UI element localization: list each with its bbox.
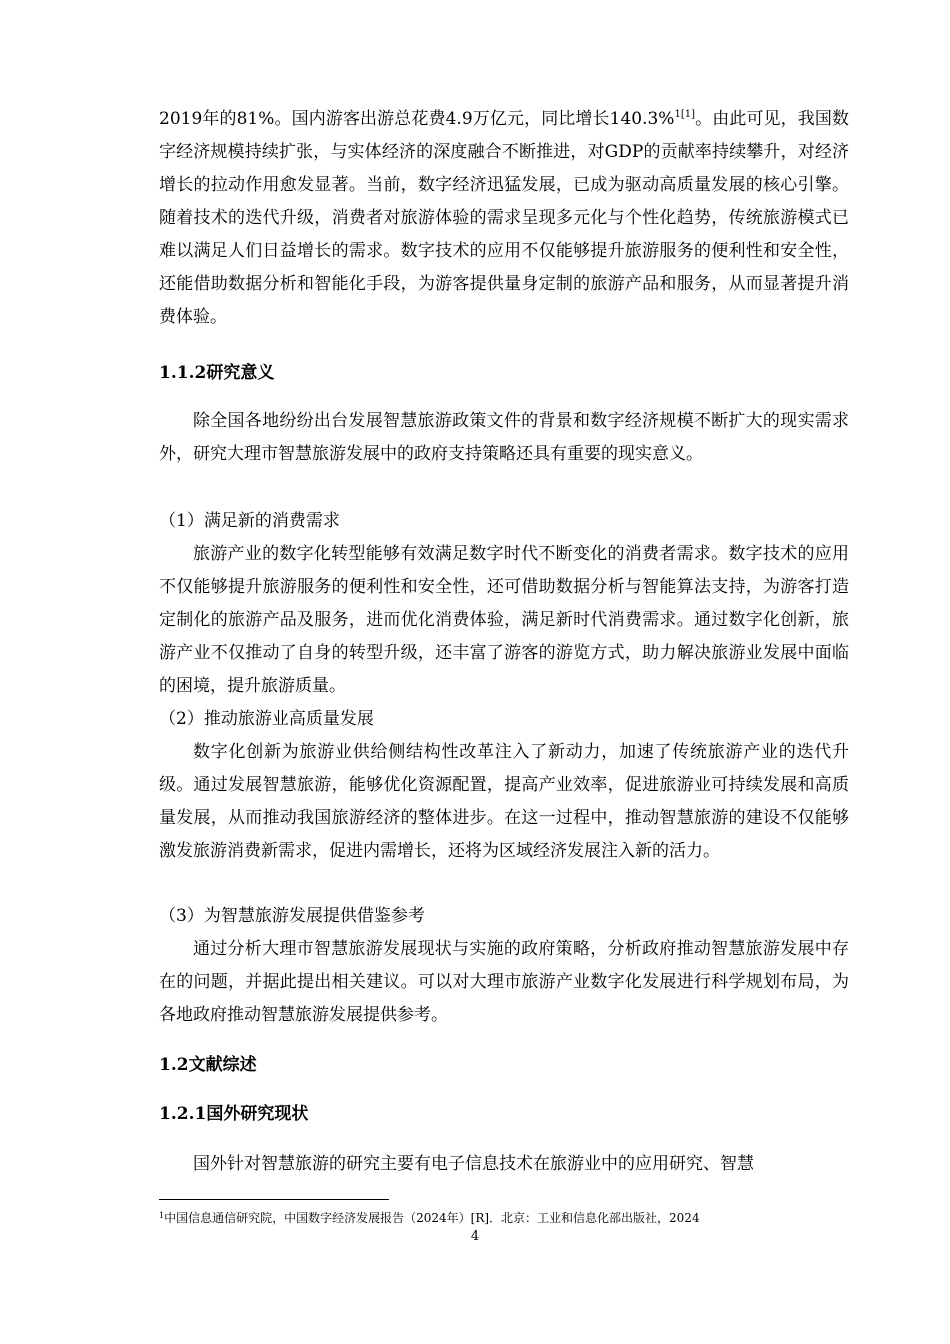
footnote-divider: [159, 1199, 389, 1200]
list-item-high-quality-development: （2）推动旅游业高质量发展: [159, 709, 374, 729]
paragraph-foreign-research: [159, 1148, 849, 1181]
citation-superscript[interactable]: 1[1]: [674, 109, 695, 120]
list-item-consumption-demand: （1）满足新的消费需求: [159, 511, 340, 531]
footnote: [159, 1210, 849, 1226]
paragraph-high-quality-development: [159, 736, 849, 868]
paragraph-rest-text: 。由此可见，我国数字经济规模持续扩张，与实体经济的深度融合不断推进，对GDP的贡献率持续攀升，对经济增长的拉动作用愈发显著。当前，数字经济迅猛发展，已成为驱动高质量发展的核心引擎。随着技术的迭代升级，消费者对旅游体验的需求呈现多元化与个性化趋势，传统旅游模式已难以满足人们日益增长的需求。数字技术的应用不仅能够提升旅游服务的便利性和安全性，还能借助数据分析和智能化手段，为游客提供量身定制的旅游产品和服务，从而显著提升消费体验。: [159, 109, 850, 327]
footnote-text: 中国信息通信研究院，中国数字经济发展报告（2024年）[R]．北京：工业和信息化部出版社，2024: [164, 1211, 700, 1225]
paragraph-digital-economy: [159, 103, 849, 334]
list-item-reference: （3）为智慧旅游发展提供借鉴参考: [159, 906, 425, 926]
paragraph-text: 旅游产业的数字化转型能够有效满足数字时代不断变化的消费者需求。数字技术的应用不仅能够提升旅游服务的便利性和安全性，还可借助数据分析与智能算法支持，为游客打造定制化的旅游产品及服务，进而优化消费体验，满足新时代消费需求。通过数字化创新，旅游产业不仅推动了自身的转型升级，还丰富了游客的游览方式，助力解决旅游业发展中面临的困境，提升旅游质量。: [159, 544, 849, 696]
section-heading-foreign-research: 1.2.1国外研究现状: [159, 1104, 309, 1124]
section-heading-research-significance: 1.1.2研究意义: [159, 363, 275, 383]
paragraph-lead-text: 2019年的81%。国内游客出游总花费4.9万亿元，同比增长140.3%: [159, 109, 675, 129]
paragraph-text: 国外针对智慧旅游的研究主要有电子信息技术在旅游业中的应用研究、智慧: [193, 1154, 754, 1174]
paragraph-text: 除全国各地纷纷出台发展智慧旅游政策文件的背景和数字经济规模不断扩大的现实需求外，研究大理市智慧旅游发展中的政府支持策略还具有重要的现实意义。: [159, 411, 849, 464]
section-heading-literature-review: 1.2文献综述: [159, 1055, 257, 1075]
paragraph-text: 数字化创新为旅游业供给侧结构性改革注入了新动力，加速了传统旅游产业的迭代升级。通过发展智慧旅游，能够优化资源配置，提高产业效率，促进旅游业可持续发展和高质量发展，从而推动我国旅游经济的整体进步。在这一过程中，推动智慧旅游的建设不仅能够激发旅游消费新需求，促进内需增长，还将为区域经济发展注入新的活力。: [159, 742, 849, 861]
paragraph-consumption-demand: [159, 538, 849, 703]
paragraph-text: 通过分析大理市智慧旅游发展现状与实施的政府策略，分析政府推动智慧旅游发展中存在的问题，并据此提出相关建议。可以对大理市旅游产业数字化发展进行科学规划布局，为各地政府推动智慧旅游发展提供参考。: [159, 939, 849, 1025]
paragraph-reference: [159, 933, 849, 1032]
page-number: 4: [470, 1229, 480, 1244]
footnote-marker: 1: [159, 1211, 165, 1220]
paragraph-significance-intro: [159, 405, 849, 471]
